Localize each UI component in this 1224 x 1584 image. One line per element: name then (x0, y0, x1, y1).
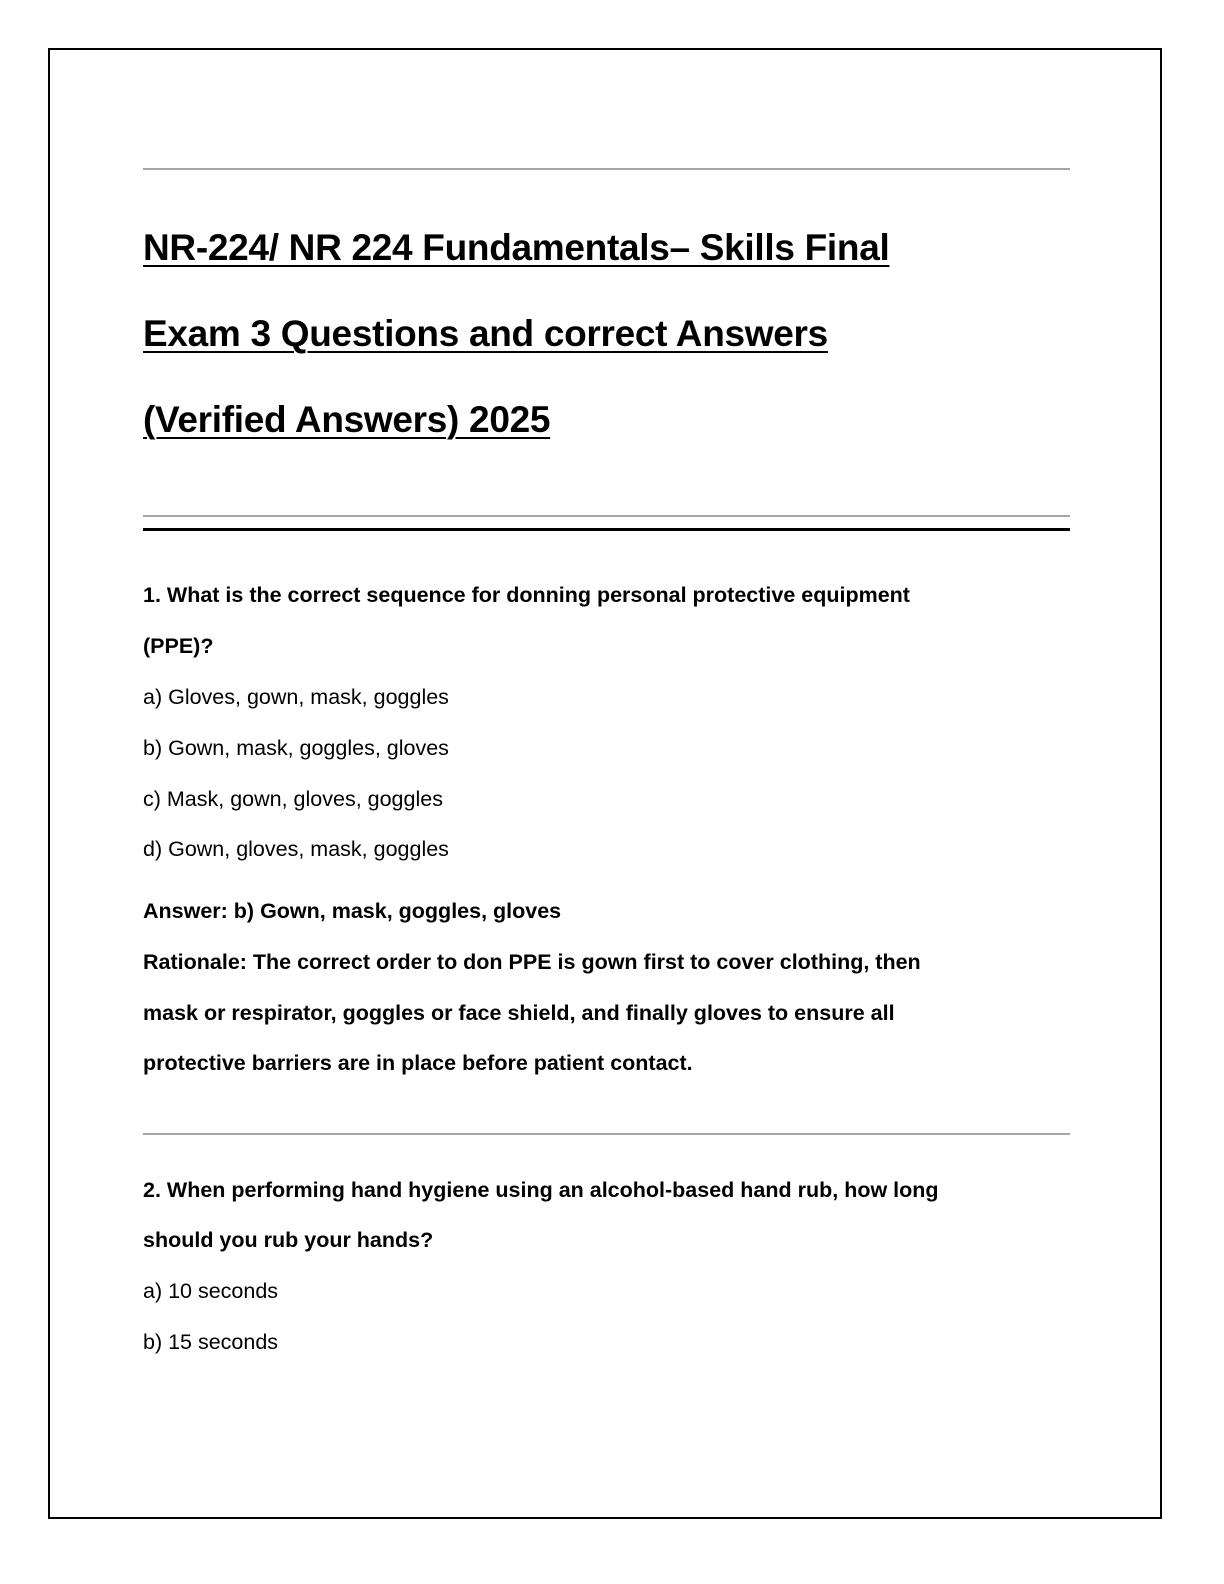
question-1-rationale-line-1: Rationale: The correct order to don PPE is gown first to cover clothing, then (143, 950, 921, 974)
title-divider-gray (143, 515, 1070, 517)
title-line-3: (Verified Answers) 2025 (143, 399, 551, 440)
question-1-option-d: d) Gown, gloves, mask, goggles (143, 837, 449, 861)
document-title (143, 205, 1073, 463)
title-line-1: NR-224/ NR 224 Fundamentals– Skills Final (143, 227, 890, 268)
question-1-option-a: a) Gloves, gown, mask, goggles (143, 685, 449, 709)
question-1-rationale-line-3: protective barriers are in place before patient contact. (143, 1051, 693, 1075)
question-1-option-c: c) Mask, gown, gloves, goggles (143, 787, 443, 811)
question-1-rationale-line-2: mask or respirator, goggles or face shield, and finally gloves to ensure all (143, 1001, 895, 1025)
question-2-text-line-2: should you rub your hands? (143, 1228, 434, 1252)
question-2-option-a: a) 10 seconds (143, 1279, 279, 1303)
question-2-text-line-1: 2. When performing hand hygiene using an alcohol-based hand rub, how long (143, 1178, 939, 1202)
question-divider (143, 1133, 1070, 1135)
question-1-option-b: b) Gown, mask, goggles, gloves (143, 736, 449, 760)
title-divider-black (143, 528, 1070, 531)
question-2-option-b: b) 15 seconds (143, 1330, 279, 1354)
question-1-answer: Answer: b) Gown, mask, goggles, gloves (143, 899, 562, 923)
question-1-text-line-2: (PPE)? (143, 634, 214, 658)
title-line-2: Exam 3 Questions and correct Answers (143, 313, 828, 354)
question-1-text-line-1: 1. What is the correct sequence for donning personal protective equipment (143, 583, 910, 607)
top-divider (143, 168, 1070, 170)
